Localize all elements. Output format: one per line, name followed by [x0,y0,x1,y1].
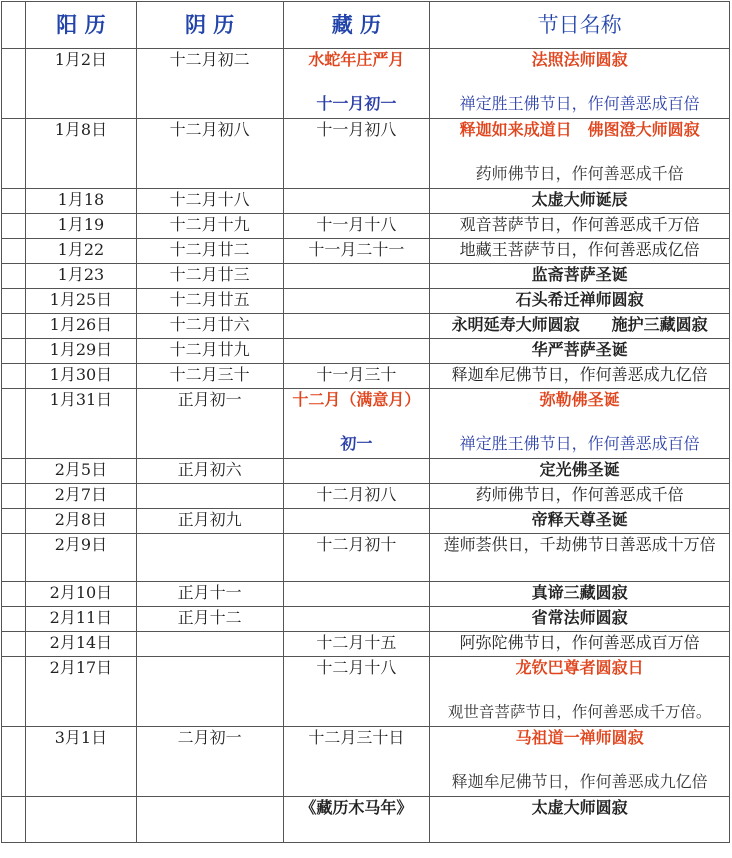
festival-line-2: 药师佛节日，作何善恶成千倍 [475,164,684,183]
table-row [2,582,730,607]
header-tibetan: 藏 历 [283,2,430,49]
festival-name: 地藏王菩萨节日，作何善恶成亿倍 [430,239,730,264]
row-blank [2,189,26,214]
table-row [2,534,730,582]
table-row [2,509,730,534]
solar-date: 2月8日 [26,509,137,534]
row-blank [2,582,26,607]
lunar-date: 正月初六 [136,459,283,484]
row-blank [2,239,26,264]
row-blank [2,534,26,582]
table-row [2,632,730,657]
row-blank [2,632,26,657]
tibetan-date: 十二月初十 [283,534,430,582]
solar-date: 1月19 [26,214,137,239]
tibetan-line-1: 水蛇年庄严月 [308,50,405,69]
tibetan-date: 十一月初八 [283,119,430,189]
lunar-date [136,534,283,582]
tibetan-date [283,459,430,484]
solar-date: 2月11日 [26,607,137,632]
festival-name: 定光佛圣诞 [430,459,730,484]
table-row [2,459,730,484]
tibetan-date [283,314,430,339]
festival-name: 太虚大师诞辰 [430,189,730,214]
row-blank [2,657,26,727]
lunar-date [136,797,283,843]
festival-name: 监斋菩萨圣诞 [430,264,730,289]
table-row [2,49,730,119]
row-blank [2,119,26,189]
row-blank [2,607,26,632]
festival-line-2: 禅定胜王佛节日，作何善恶成百倍 [459,434,700,453]
lunar-date [136,632,283,657]
lunar-date: 十二月初二 [136,49,283,119]
festival-name: 帝释天尊圣诞 [430,509,730,534]
header-row [2,2,730,49]
tibetan-date [283,339,430,364]
tibetan-date: 十二月十五 [283,632,430,657]
solar-date: 1月30日 [26,364,137,389]
header-festival: 节日名称 [430,2,730,49]
tibetan-date [283,289,430,314]
solar-date: 1月18 [26,189,137,214]
row-blank [2,314,26,339]
row-blank [2,389,26,459]
row-blank [2,49,26,119]
solar-date: 1月25日 [26,289,137,314]
lunar-date: 正月十一 [136,582,283,607]
row-blank [2,727,26,797]
row-blank [2,797,26,843]
row-blank [2,289,26,314]
tibetan-line-2: 十一月初一 [316,94,397,113]
festival-name: 石头希迁禅师圆寂 [430,289,730,314]
row-blank [2,264,26,289]
table-row [2,214,730,239]
tibetan-date [283,264,430,289]
table-row [2,119,730,189]
lunar-date [136,657,283,727]
table-row [2,797,730,843]
table-row [2,657,730,727]
table-row [2,289,730,314]
festival-line-2: 释迦牟尼佛节日，作何善恶成九亿倍 [451,772,708,791]
solar-date: 2月5日 [26,459,137,484]
row-blank [2,459,26,484]
solar-date: 1月31日 [26,389,137,459]
festival-name: 真谛三藏圆寂 [430,582,730,607]
header-blank [2,2,26,49]
tibetan-date [283,509,430,534]
row-blank [2,339,26,364]
solar-date: 1月8日 [26,119,137,189]
festival-name [430,657,730,727]
lunar-date: 十二月十八 [136,189,283,214]
header-solar: 阳 历 [26,2,137,49]
lunar-date: 十二月廿三 [136,264,283,289]
festival-name [430,727,730,797]
solar-date: 1月22 [26,239,137,264]
tibetan-date [283,189,430,214]
tibetan-date: 十一月十八 [283,214,430,239]
lunar-date: 正月初九 [136,509,283,534]
lunar-date: 正月初一 [136,389,283,459]
table-row [2,314,730,339]
lunar-date: 十二月廿九 [136,339,283,364]
festival-name: 莲师荟供日，千劫佛节日善恶成十万倍 [430,534,730,582]
solar-date: 2月14日 [26,632,137,657]
solar-date: 1月2日 [26,49,137,119]
tibetan-date: 十一月二十一 [283,239,430,264]
tibetan-date: 十一月三十 [283,364,430,389]
tibetan-date [283,389,430,459]
table-row [2,264,730,289]
tibetan-date [283,49,430,119]
festival-line-2: 观世音菩萨节日，作何善恶成千万倍。 [447,703,712,721]
table-row [2,364,730,389]
festival-name: 永明延寿大师圆寂 施护三藏圆寂 [430,314,730,339]
table-row [2,189,730,214]
festival-name: 药师佛节日，作何善恶成千倍 [430,484,730,509]
table-row [2,389,730,459]
tibetan-date: 十二月十八 [283,657,430,727]
table-row [2,727,730,797]
lunar-date: 二月初一 [136,727,283,797]
festival-line-1: 马祖道一禅师圆寂 [515,728,644,747]
festival-line-2: 禅定胜王佛节日，作何善恶成百倍 [459,94,700,113]
lunar-date [136,484,283,509]
table-row [2,484,730,509]
header-lunar: 阴 历 [136,2,283,49]
festival-name [430,119,730,189]
solar-date: 2月17日 [26,657,137,727]
row-blank [2,364,26,389]
solar-date: 1月23 [26,264,137,289]
festival-line-1: 释迦如来成道日 佛图澄大师圆寂 [459,120,700,139]
tibetan-date: 十二月三十日 [283,727,430,797]
lunar-date: 十二月十九 [136,214,283,239]
festival-name: 释迦牟尼佛节日，作何善恶成九亿倍 [430,364,730,389]
lunar-date: 十二月初八 [136,119,283,189]
festival-line-1: 弥勒佛圣诞 [539,390,620,409]
tibetan-date [283,582,430,607]
lunar-date: 十二月三十 [136,364,283,389]
lunar-date: 十二月廿五 [136,289,283,314]
festival-name: 阿弥陀佛节日，作何善恶成百万倍 [430,632,730,657]
festival-calendar-table [1,1,730,843]
tibetan-date: 十二月初八 [283,484,430,509]
tibetan-line-1: 十二月（满意月） [292,390,421,409]
lunar-date: 十二月廿六 [136,314,283,339]
table-row [2,607,730,632]
tibetan-line-2: 初一 [340,434,373,453]
festival-line-1: 龙钦巴尊者圆寂日 [515,658,644,677]
solar-date: 1月29日 [26,339,137,364]
solar-date: 2月9日 [26,534,137,582]
table-row [2,239,730,264]
festival-name: 华严菩萨圣诞 [430,339,730,364]
row-blank [2,214,26,239]
solar-date: 1月26日 [26,314,137,339]
tibetan-date: 《藏历木马年》 [283,797,430,843]
tibetan-date [283,607,430,632]
lunar-date: 十二月廿二 [136,239,283,264]
table-row [2,339,730,364]
festival-line-1: 法照法师圆寂 [531,50,628,69]
solar-date: 2月7日 [26,484,137,509]
festival-name: 太虚大师圆寂 [430,797,730,843]
festival-name: 省常法师圆寂 [430,607,730,632]
solar-date: 2月10日 [26,582,137,607]
festival-name [430,389,730,459]
solar-date [26,797,137,843]
solar-date: 3月1日 [26,727,137,797]
lunar-date: 正月十二 [136,607,283,632]
festival-name [430,49,730,119]
row-blank [2,509,26,534]
festival-name: 观音菩萨节日，作何善恶成千万倍 [430,214,730,239]
row-blank [2,484,26,509]
